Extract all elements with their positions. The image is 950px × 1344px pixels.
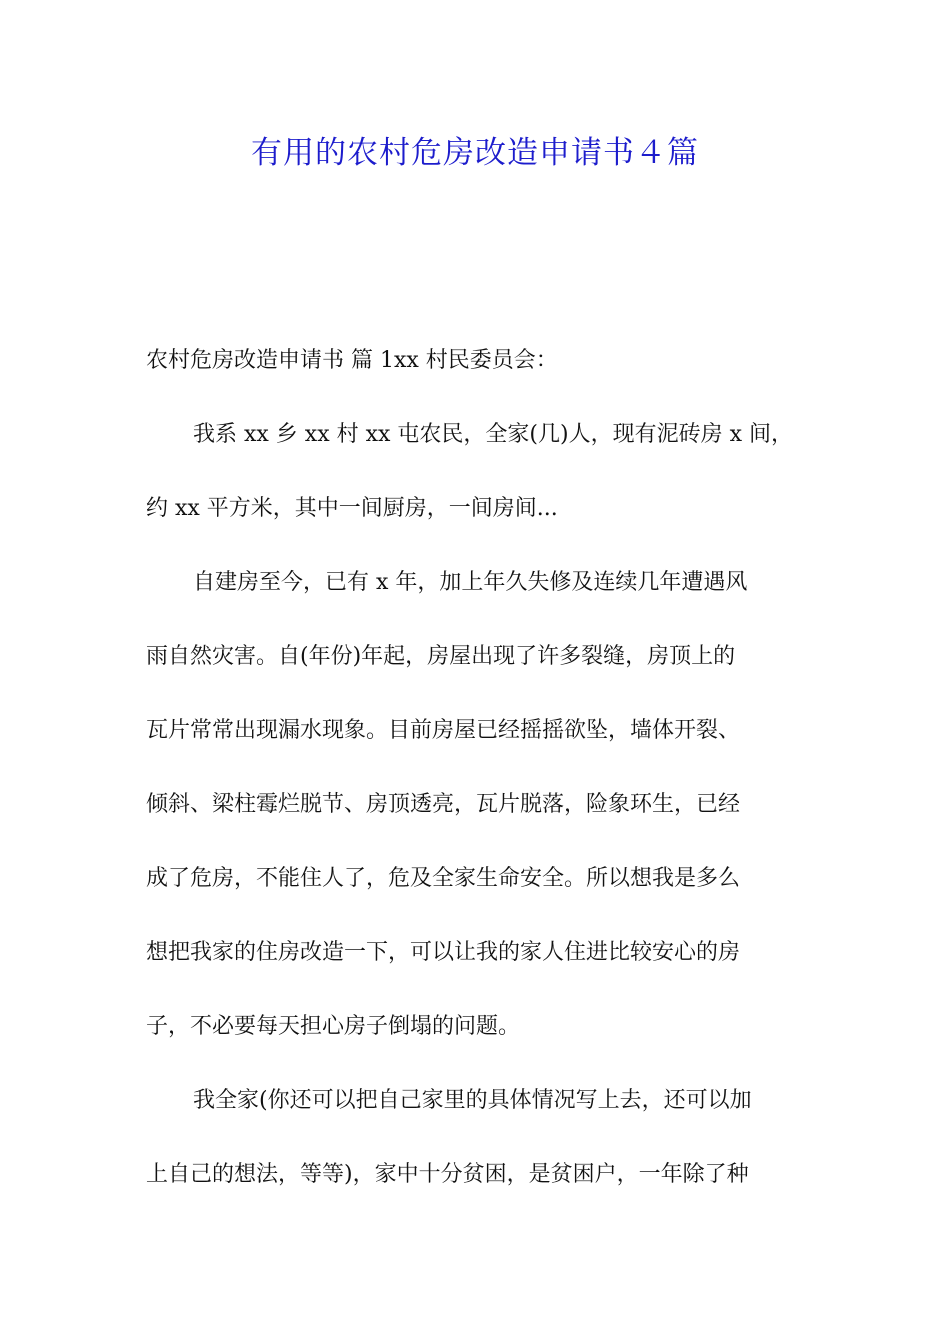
paragraph-line: 雨自然灾害。自(年份)年起，房屋出现了许多裂缝，房顶上的 — [146, 644, 736, 669]
document-body — [146, 338, 812, 1226]
paragraph-line: 倾斜、梁柱霉烂脱节、房顶透亮，瓦片脱落，险象环生，已经 — [146, 792, 741, 817]
section-heading-line: 农村危房改造申请书 篇 1xx 村民委员会： — [146, 348, 558, 373]
paragraph-line: 我全家(你还可以把自己家里的具体情况写上去，还可以加 — [193, 1088, 752, 1113]
paragraph-line: 上自己的想法，等等)，家中十分贫困，是贫困户，一年除了种 — [146, 1162, 749, 1187]
paragraph-line: 成了危房，不能住人了，危及全家生命安全。所以想我是多么 — [146, 866, 741, 891]
paragraph-line: 瓦片常常出现漏水现象。目前房屋已经摇摇欲坠，墙体开裂、 — [146, 718, 741, 743]
document-title: 有用的农村危房改造申请书４篇 — [251, 135, 699, 171]
paragraph-line: 子，不必要每天担心房子倒塌的问题。 — [146, 1014, 521, 1039]
paragraph-line: 想把我家的住房改造一下，可以让我的家人住进比较安心的房 — [146, 940, 741, 965]
paragraph-line: 自建房至今，已有 x 年，加上年久失修及连续几年遭遇风 — [193, 570, 748, 595]
paragraph-line: 约 xx 平方米，其中一间厨房，一间房间... — [146, 496, 558, 521]
paragraph-line: 我系 xx 乡 xx 村 xx 屯农民，全家(几)人，现有泥砖房 x 间， — [193, 422, 793, 447]
